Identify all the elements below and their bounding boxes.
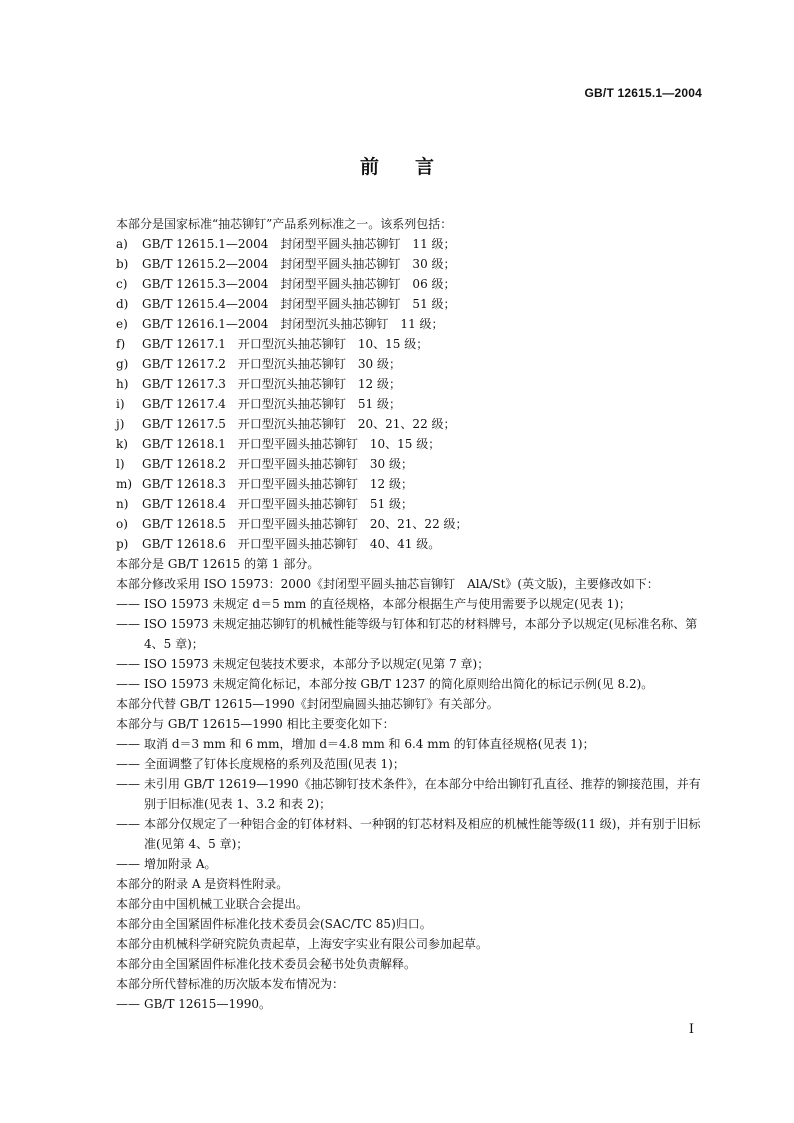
list-item-label: k) bbox=[116, 437, 128, 451]
list-item-text: GB/T 12618.6 开口型平圆头抽芯铆钉 40、41 级。 bbox=[142, 537, 441, 551]
closing-statement: 本部分由机械科学研究院负责起草，上海安字实业有限公司参加起草。 bbox=[116, 937, 489, 951]
dash-mark: —— bbox=[116, 657, 140, 671]
list-item-text: GB/T 12615.1—2004 封闭型平圆头抽芯铆钉 11 级； bbox=[142, 237, 456, 251]
list-item-text: GB/T 12618.5 开口型平圆头抽芯铆钉 20、21、22 级； bbox=[142, 517, 468, 531]
list-item bbox=[116, 774, 706, 814]
list-item-text: 全面调整了钉体长度规格的系列及范围(见表 1)； bbox=[144, 757, 405, 771]
closing-statement: 本部分所代替标准的历次版本发布情况为： bbox=[116, 977, 345, 991]
dash-mark: —— bbox=[116, 997, 140, 1011]
standard-code: GB/T 12615.1—2004 bbox=[584, 86, 702, 100]
list-item-text: 增加附录 A。 bbox=[144, 857, 217, 871]
list-item-label: o) bbox=[116, 517, 128, 531]
list-item bbox=[116, 274, 706, 294]
list-item bbox=[116, 814, 706, 854]
list-item-text: GB/T 12617.4 开口型沉头抽芯铆钉 51 级； bbox=[142, 397, 401, 411]
list-item bbox=[116, 414, 706, 434]
dash-mark: —— bbox=[116, 817, 140, 831]
list-item bbox=[116, 854, 706, 874]
list-item bbox=[116, 614, 706, 654]
list-item bbox=[116, 354, 706, 374]
list-item bbox=[116, 494, 706, 514]
list-item-label: l) bbox=[116, 457, 125, 471]
foreword-body bbox=[116, 214, 706, 1014]
list-item-text: GB/T 12618.2 开口型平圆头抽芯铆钉 30 级； bbox=[142, 457, 413, 471]
list-item-text: 未引用 GB/T 12619—1990《抽芯铆钉技术条件》，在本部分中给出铆钉孔直径、推荐的铆接范围，并有别于旧标准(见表 1、3.2 和表 2)； bbox=[144, 777, 701, 811]
list-item bbox=[116, 234, 706, 254]
list-item-text: GB/T 12618.4 开口型平圆头抽芯铆钉 51 级； bbox=[142, 497, 413, 511]
dash-mark: —— bbox=[116, 757, 140, 771]
list-item-label: d) bbox=[116, 297, 129, 311]
list-item bbox=[116, 514, 706, 534]
list-item-text: GB/T 12618.3 开口型平圆头抽芯铆钉 12 级； bbox=[142, 477, 413, 491]
list-item bbox=[116, 674, 706, 694]
list-item-label: f) bbox=[116, 337, 126, 351]
dash-mark: —— bbox=[116, 737, 140, 751]
list-item bbox=[116, 434, 706, 454]
list-item bbox=[116, 474, 706, 494]
list-item-text: GB/T 12615.2—2004 封闭型平圆头抽芯铆钉 30 级； bbox=[142, 257, 456, 271]
closing-statement: 本部分的附录 A 是资料性附录。 bbox=[116, 877, 289, 891]
intro-paragraph: 本部分是国家标准“抽芯铆钉”产品系列标准之一。该系列包括： bbox=[116, 217, 453, 231]
list-item-text: GB/T 12618.1 开口型平圆头抽芯铆钉 10、15 级； bbox=[142, 437, 441, 451]
list-item-text: 本部分仅规定了一种铝合金的钉体材料、一种钢的钉芯材料及相应的机械性能等级(11 级)，并有别于旧标准(见第 4、5 章)； bbox=[144, 817, 701, 851]
list-item bbox=[116, 654, 706, 674]
list-item-text: GB/T 12615.4—2004 封闭型平圆头抽芯铆钉 51 级； bbox=[142, 297, 456, 311]
list-item-label: c) bbox=[116, 277, 128, 291]
list-item bbox=[116, 394, 706, 414]
list-item-label: i) bbox=[116, 397, 125, 411]
list-item-label: a) bbox=[116, 237, 128, 251]
closing-statement: 本部分由全国紧固件标准化技术委员会秘书处负责解释。 bbox=[116, 957, 417, 971]
dash-mark: —— bbox=[116, 617, 140, 631]
dash-mark: —— bbox=[116, 777, 140, 791]
modification-intro: 本部分修改采用 ISO 15973：2000《封闭型平圆头抽芯盲铆钉 AlA/St》(英文版)，主要修改如下： bbox=[116, 577, 659, 591]
replace-statement: 本部分代替 GB/T 12615—1990《封闭型扁圆头抽芯铆钉》有关部分。 bbox=[116, 697, 499, 711]
list-item bbox=[116, 334, 706, 354]
closing-statement: 本部分由全国紧固件标准化技术委员会(SAC/TC 85)归口。 bbox=[116, 917, 432, 931]
list-item-label: n) bbox=[116, 497, 129, 511]
dash-mark: —— bbox=[116, 677, 140, 691]
part-statement: 本部分是 GB/T 12615 的第 1 部分。 bbox=[116, 557, 320, 571]
list-item-label: h) bbox=[116, 377, 129, 391]
list-item-text: GB/T 12617.1 开口型沉头抽芯铆钉 10、15 级； bbox=[142, 337, 429, 351]
list-item bbox=[116, 454, 706, 474]
list-item-text: GB/T 12615—1990。 bbox=[144, 997, 271, 1011]
list-item-text: ISO 15973 未规定抽芯铆钉的机械性能等级与钉体和钉芯的材料牌号，本部分予以规定(见标准名称、第 4、5 章)； bbox=[144, 617, 698, 651]
list-item-text: GB/T 12617.2 开口型沉头抽芯铆钉 30 级； bbox=[142, 357, 401, 371]
list-item bbox=[116, 374, 706, 394]
list-item-label: m) bbox=[116, 477, 133, 491]
list-item bbox=[116, 294, 706, 314]
list-item-text: GB/T 12617.3 开口型沉头抽芯铆钉 12 级； bbox=[142, 377, 401, 391]
dash-mark: —— bbox=[116, 597, 140, 611]
list-item-text: 取消 d＝3 mm 和 6 mm，增加 d＝4.8 mm 和 6.4 mm 的钉体直径规格(见表 1)； bbox=[144, 737, 595, 751]
list-item bbox=[116, 534, 706, 554]
page-number: I bbox=[688, 1022, 694, 1037]
list-item-text: ISO 15973 未规定 d＝5 mm 的直径规格，本部分根据生产与使用需要予以规定(见表 1)； bbox=[144, 597, 631, 611]
history-list bbox=[116, 994, 706, 1014]
list-item bbox=[116, 314, 706, 334]
list-item-text: ISO 15973 未规定包装技术要求，本部分予以规定(见第 7 章)； bbox=[144, 657, 490, 671]
closing-statement: 本部分由中国机械工业联合会提出。 bbox=[116, 897, 309, 911]
list-item-label: g) bbox=[116, 357, 129, 371]
list-item bbox=[116, 594, 706, 614]
series-list bbox=[116, 234, 706, 554]
list-item bbox=[116, 254, 706, 274]
list-item bbox=[116, 994, 706, 1014]
list-item bbox=[116, 734, 706, 754]
list-item bbox=[116, 754, 706, 774]
list-item-label: j) bbox=[116, 417, 125, 431]
changes-intro: 本部分与 GB/T 12615—1990 相比主要变化如下： bbox=[116, 717, 395, 731]
changes-list bbox=[116, 734, 706, 874]
dash-mark: —— bbox=[116, 857, 140, 871]
list-item-text: ISO 15973 未规定简化标记，本部分按 GB/T 1237 的简化原则给出简化的标记示例(见 8.2)。 bbox=[144, 677, 654, 691]
list-item-label: e) bbox=[116, 317, 128, 331]
list-item-text: GB/T 12615.3—2004 封闭型平圆头抽芯铆钉 06 级； bbox=[142, 277, 456, 291]
list-item-label: b) bbox=[116, 257, 129, 271]
list-item-label: p) bbox=[116, 537, 129, 551]
page-title: 前言 bbox=[359, 156, 470, 178]
list-item-text: GB/T 12617.5 开口型沉头抽芯铆钉 20、21、22 级； bbox=[142, 417, 456, 431]
modifications-list bbox=[116, 594, 706, 694]
list-item-text: GB/T 12616.1—2004 封闭型沉头抽芯铆钉 11 级； bbox=[142, 317, 444, 331]
